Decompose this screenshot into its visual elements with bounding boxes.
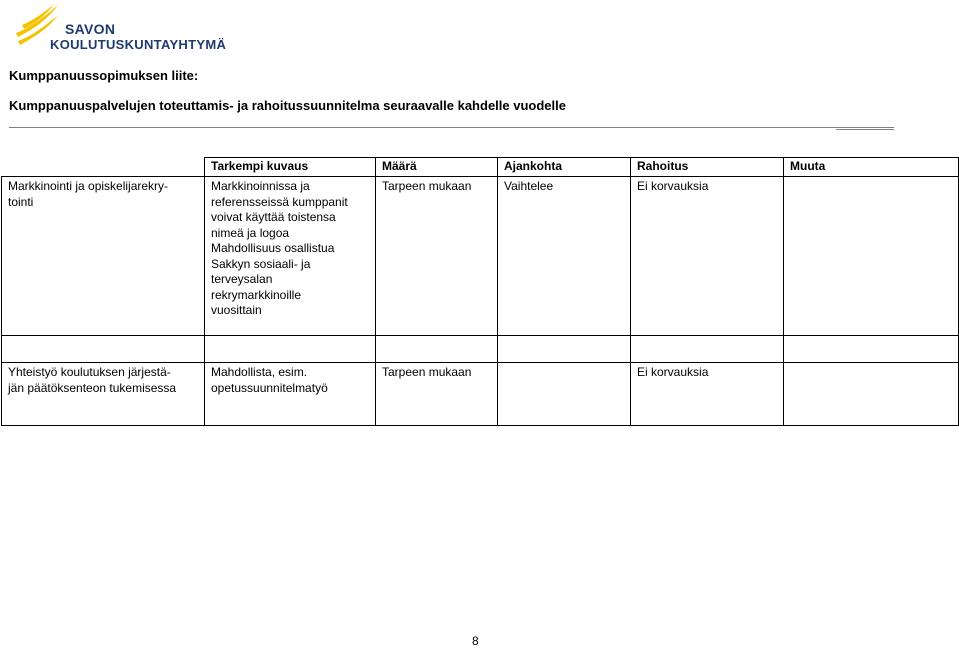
page-number: 8 <box>472 634 479 648</box>
header-cell-funding: Rahoitus <box>631 158 784 177</box>
cell-other <box>784 363 959 426</box>
table-row <box>2 177 959 336</box>
header-cell-other: Muuta <box>784 158 959 177</box>
logo <box>14 3 227 55</box>
cell-amount: Tarpeen mukaan <box>376 363 498 426</box>
cell-funding: Ei korvauksia <box>631 363 784 426</box>
divider-line <box>9 127 894 128</box>
table-header-row <box>2 158 959 177</box>
logo-text-line1: SAVON <box>65 21 116 37</box>
cell-description: Markkinoinnissa ja referensseissä kumppanit voivat käyttää toistensa nimeä ja logoa Mahdollisuus osallistua Sakkyn sosiaali- ja terveysalan rekrymarkkinoille vuosittain <box>205 177 376 336</box>
cell-timing: Vaihtelee <box>498 177 631 336</box>
header-cell-timing: Ajankohta <box>498 158 631 177</box>
header-cell-description: Tarkempi kuvaus <box>205 158 376 177</box>
cell-topic: Markkinointi ja opiskelijarekry- tointi <box>2 177 205 336</box>
document-title: Kumppanuussopimuksen liite: <box>9 68 199 83</box>
table-spacer-row <box>2 336 959 363</box>
cell-description: Mahdollista, esim. opetussuunnitelmatyö <box>205 363 376 426</box>
plan-table <box>1 157 959 426</box>
cell-amount: Tarpeen mukaan <box>376 177 498 336</box>
document-subtitle: Kumppanuuspalvelujen toteuttamis- ja rahoitussuunnitelma seuraavalle kahdelle vuodelle <box>9 98 566 113</box>
divider-line-short <box>836 129 894 130</box>
cell-timing <box>498 363 631 426</box>
header-cell-empty <box>2 158 205 177</box>
cell-funding: Ei korvauksia <box>631 177 784 336</box>
table-row <box>2 363 959 426</box>
logo-text-line2: KOULUTUSKUNTAYHTYMÄ <box>50 37 227 52</box>
cell-other <box>784 177 959 336</box>
cell-topic: Yhteistyö koulutuksen järjestä- jän päätöksenteon tukemisessa <box>2 363 205 426</box>
header-cell-amount: Määrä <box>376 158 498 177</box>
